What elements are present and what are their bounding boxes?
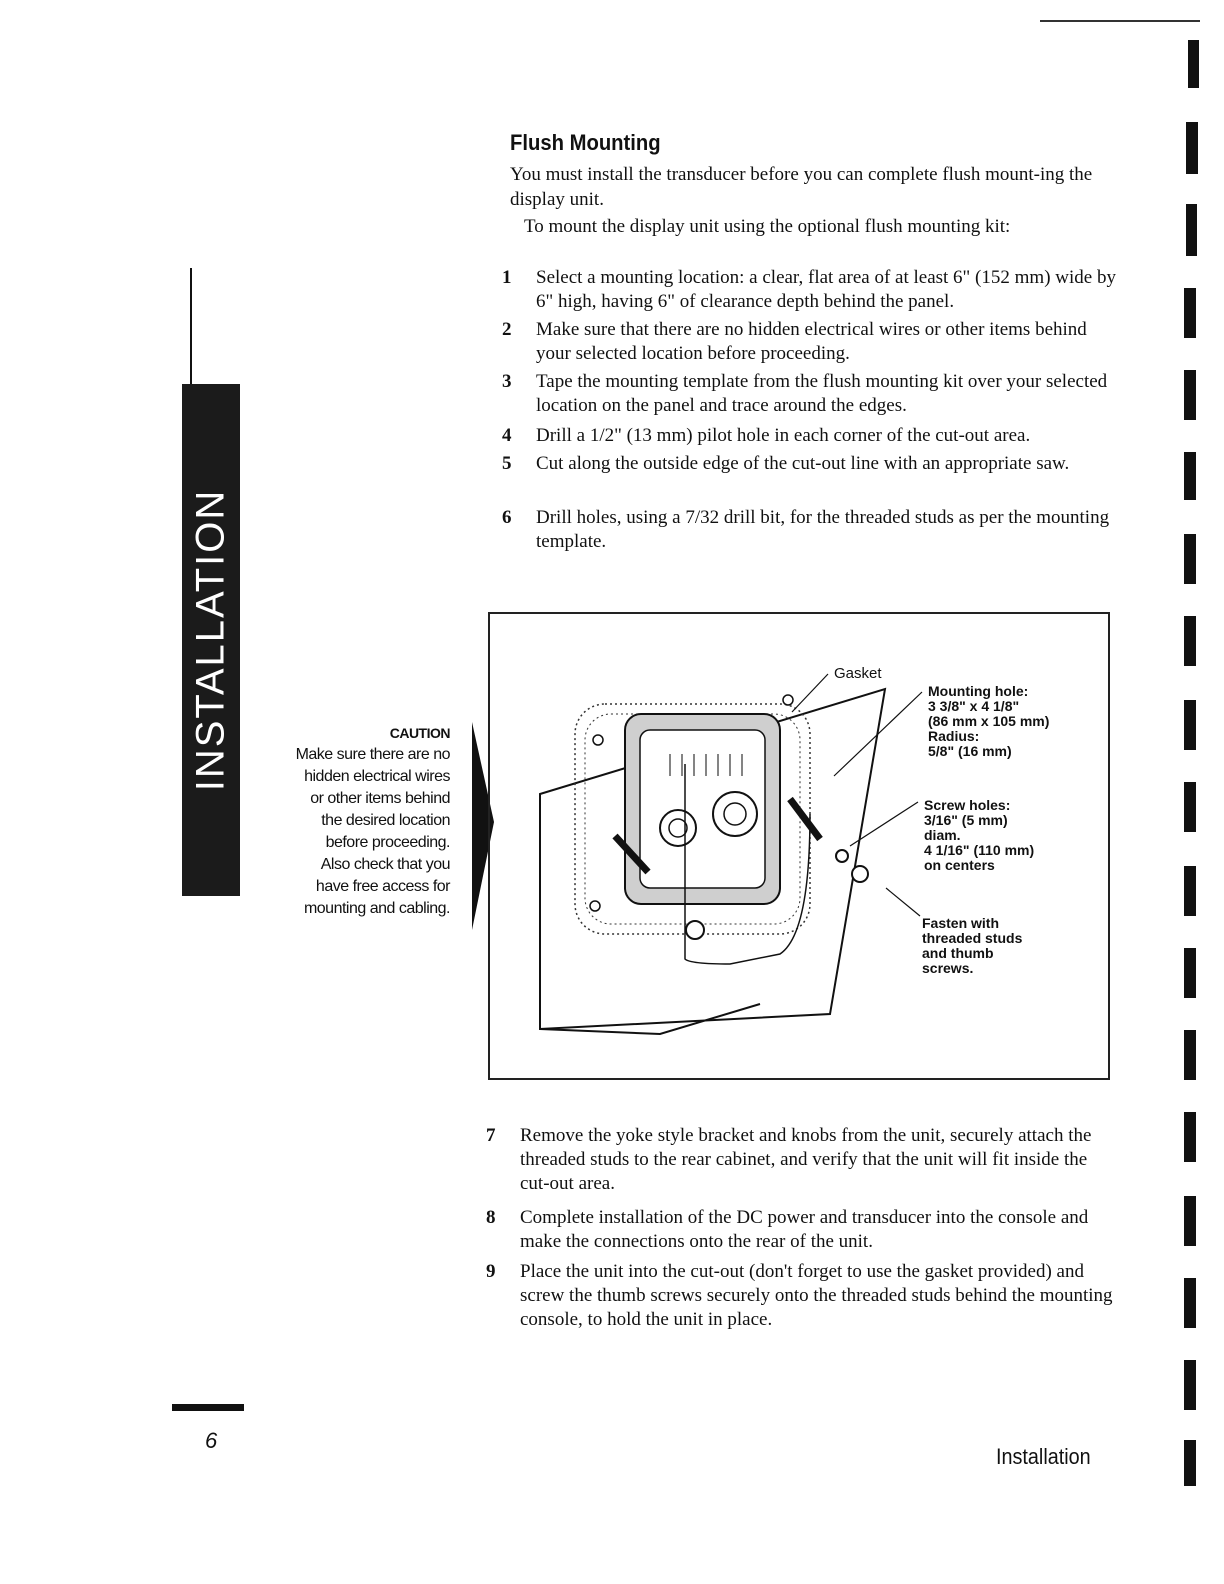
margin-mark — [1186, 204, 1197, 256]
step-number: 5 — [502, 453, 512, 474]
caution-line: mounting and cabling. — [303, 900, 450, 917]
step-number: 6 — [502, 507, 512, 528]
label-line: and thumb — [922, 945, 994, 961]
caution-note — [270, 722, 450, 920]
step-number: 9 — [486, 1261, 496, 1282]
margin-mark — [1184, 616, 1196, 666]
label-line: Mounting hole: — [928, 683, 1029, 699]
margin-mark — [1184, 866, 1196, 916]
section-tab-label: INSTALLATION — [188, 488, 233, 792]
step-number: 2 — [502, 319, 512, 340]
intro-paragraph: To mount the display unit using the optional flush mounting kit: — [524, 216, 1011, 237]
step-number: 3 — [502, 371, 512, 392]
step-number: 8 — [486, 1207, 496, 1228]
margin-mark — [1184, 370, 1196, 420]
mounting-hole-label — [928, 684, 1049, 759]
margin-mark — [1184, 1440, 1196, 1486]
label-line: on centers — [924, 857, 995, 873]
label-line: 5/8" (16 mm) — [928, 743, 1012, 759]
step-text: Drill holes, using a 7/32 drill bit, for the threaded studs as per the mounting template. — [536, 507, 1110, 552]
label-line: threaded studs — [922, 930, 1023, 946]
margin-mark — [1184, 1196, 1196, 1246]
step-text: Complete installation of the DC power and transducer into the console and make the connections onto the rear of the unit. — [520, 1207, 1089, 1252]
gasket-label: Gasket — [834, 665, 882, 682]
footer-rule — [172, 1404, 244, 1411]
step-text: Tape the mounting template from the flush mounting kit over your selected location on the panel and trace around the edges. — [536, 371, 1108, 416]
caution-line: hidden electrical wires — [304, 768, 450, 785]
caution-line: or other items behind — [310, 790, 450, 807]
mounting-diagram — [488, 612, 1110, 1080]
list-item — [486, 1206, 1116, 1254]
caution-line: have free access for — [315, 878, 450, 895]
margin-mark — [1184, 948, 1196, 998]
screw-holes-label — [924, 798, 1034, 873]
step-text: Select a mounting location: a clear, flat area of at least 6" (152 mm) wide by 6" high, having 6" of clearance depth behind the panel. — [536, 267, 1116, 312]
label-line: Fasten with — [922, 915, 1000, 931]
step-number: 4 — [502, 425, 512, 446]
footer-section-label: Installation — [996, 1444, 1091, 1469]
margin-mark — [1188, 40, 1199, 88]
top-rule — [1040, 20, 1200, 22]
label-line: screws. — [922, 960, 974, 976]
label-line: diam. — [924, 827, 961, 843]
step-text: Place the unit into the cut-out (don't forget to use the gasket provided) and screw the thumb screws securely onto the threaded studs behind the mounting console, to hold the unit in place. — [520, 1261, 1113, 1330]
step-number: 1 — [502, 267, 512, 288]
margin-mark — [1184, 1278, 1196, 1328]
label-line: Radius: — [928, 728, 980, 744]
fasten-label — [922, 916, 1022, 976]
list-item — [502, 266, 1122, 314]
step-text: Cut along the outside edge of the cut-out line with an appropriate saw. — [536, 453, 1070, 474]
label-line: 3/16" (5 mm) — [924, 812, 1008, 828]
caution-line: the desired location — [321, 812, 450, 829]
step-text: Remove the yoke style bracket and knobs from the unit, securely attach the threaded studs to the rear cabinet, and verify that the unit will fit inside the cut-out area. — [520, 1125, 1092, 1194]
list-item — [502, 318, 1122, 366]
step-number: 7 — [486, 1125, 496, 1146]
label-line: 3 3/8" x 4 1/8" — [928, 698, 1020, 714]
margin-mark — [1184, 700, 1196, 750]
page-title: Flush Mounting — [510, 130, 661, 155]
margin-mark — [1184, 1360, 1196, 1410]
section-tab — [182, 384, 240, 896]
step-text: Drill a 1/2" (13 mm) pilot hole in each corner of the cut-out area. — [536, 425, 1031, 446]
caution-title: CAUTION — [389, 725, 450, 741]
caution-line: before proceeding. — [325, 834, 450, 851]
margin-mark — [1184, 288, 1196, 338]
page-number: 6 — [205, 1428, 218, 1453]
margin-mark — [1186, 122, 1198, 174]
margin-mark — [1184, 452, 1196, 500]
caution-line: Also check that you — [320, 856, 450, 873]
margin-mark — [1184, 1112, 1196, 1162]
step-text: Make sure that there are no hidden electrical wires or other items behind your selected location before proceeding. — [536, 319, 1087, 364]
label-line: (86 mm x 105 mm) — [928, 713, 1050, 729]
label-line: Screw holes: — [924, 797, 1011, 813]
margin-mark — [1184, 534, 1196, 584]
label-line: 4 1/16" (110 mm) — [924, 842, 1035, 858]
list-item — [502, 370, 1122, 418]
intro-paragraph: You must install the transducer before you can complete flush mount-ing the display unit. — [510, 164, 1093, 210]
list-item — [502, 424, 1122, 448]
list-item — [486, 1260, 1116, 1332]
list-item — [502, 506, 1122, 554]
list-item — [502, 452, 1122, 476]
list-item — [486, 1124, 1116, 1196]
caution-line: Make sure there are no — [295, 746, 450, 763]
margin-mark — [1184, 782, 1196, 832]
margin-mark — [1184, 1030, 1196, 1080]
